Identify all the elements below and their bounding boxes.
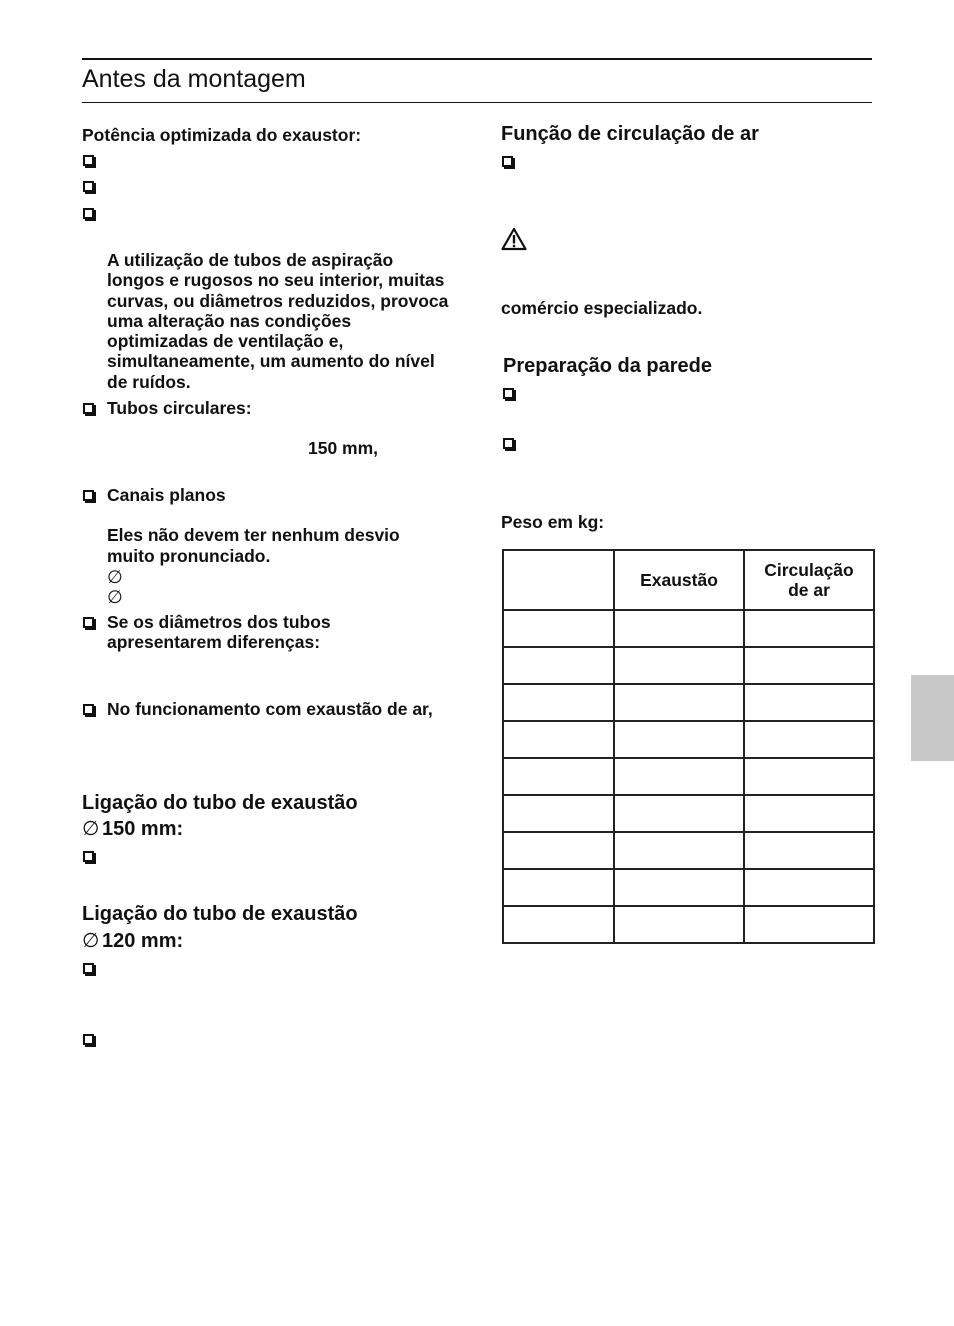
table-cell xyxy=(614,906,744,943)
ligacao-150-heading-line2: 150 mm: xyxy=(102,818,184,840)
table-header-cell: Exaustão xyxy=(614,550,744,610)
language-tab xyxy=(911,675,954,761)
table-row xyxy=(503,906,874,943)
table-cell xyxy=(614,721,744,758)
diameter-150-text: 150 mm, xyxy=(308,438,379,458)
table-cell xyxy=(614,795,744,832)
peso-label: Peso em kg: xyxy=(501,512,605,532)
table-cell xyxy=(503,721,614,758)
checkbox-icon xyxy=(83,181,94,192)
checkbox-icon xyxy=(83,403,94,414)
checkbox-icon xyxy=(83,851,94,862)
table-cell xyxy=(744,647,874,684)
diameter-symbol: ∅ xyxy=(82,818,100,840)
table-row xyxy=(503,869,874,906)
table-cell xyxy=(614,610,744,647)
table-cell xyxy=(744,906,874,943)
diameter-symbol: ∅ xyxy=(82,930,100,952)
table-cell xyxy=(503,610,614,647)
diameter-symbol: ∅ xyxy=(107,587,123,607)
funcao-heading: Função de circulação de ar xyxy=(501,123,759,145)
table-cell xyxy=(614,684,744,721)
table-cell xyxy=(614,832,744,869)
table-header-cell: Circulação de ar xyxy=(744,550,874,610)
table-cell xyxy=(614,647,744,684)
diametros-item: Se os diâmetros dos tubos apresentarem diferenças: xyxy=(107,612,331,652)
table-cell xyxy=(744,832,874,869)
table-cell xyxy=(744,721,874,758)
table-row xyxy=(503,795,874,832)
table-row xyxy=(503,832,874,869)
checkbox-icon xyxy=(83,1034,94,1045)
table-row xyxy=(503,721,874,758)
checkbox-icon xyxy=(83,490,94,501)
page-title: Antes da montagem xyxy=(82,65,306,93)
table-cell xyxy=(744,758,874,795)
checkbox-icon xyxy=(83,155,94,166)
table-header-cell xyxy=(503,550,614,610)
table-row xyxy=(503,610,874,647)
ligacao-120-heading-line2: 120 mm: xyxy=(102,930,184,952)
table-row xyxy=(503,647,874,684)
tubos-circulares-label: Tubos circulares: xyxy=(107,398,252,418)
table-cell xyxy=(503,906,614,943)
diameter-symbol: ∅ xyxy=(107,567,123,587)
table-cell xyxy=(614,869,744,906)
checkbox-icon xyxy=(83,617,94,628)
potencia-paragraph: A utilização de tubos de aspiração longos e rugosos no seu interior, muitas curvas, ou diâmetros reduzidos, provoca uma alteração nas condições optimizadas de ventilação e, simultaneamente, um aumento do nível de ruídos. xyxy=(107,250,449,392)
funcionamento-item: No funcionamento com exaustão de ar, xyxy=(107,699,433,719)
table-cell xyxy=(503,832,614,869)
table-row xyxy=(503,758,874,795)
table-cell xyxy=(614,758,744,795)
checkbox-icon xyxy=(83,704,94,715)
checkbox-icon xyxy=(83,208,94,219)
table-cell xyxy=(503,758,614,795)
table-cell xyxy=(744,869,874,906)
top-rule xyxy=(82,58,872,60)
checkbox-icon xyxy=(503,388,514,399)
table-cell xyxy=(503,684,614,721)
table-cell xyxy=(744,795,874,832)
warning-triangle-icon xyxy=(501,227,527,251)
potencia-label: Potência optimizada do exaustor: xyxy=(82,125,362,145)
comercio-text: comércio especializado. xyxy=(501,298,703,318)
parede-heading: Preparação da parede xyxy=(503,355,712,377)
table-cell xyxy=(503,869,614,906)
checkbox-icon xyxy=(83,963,94,974)
table-cell xyxy=(744,610,874,647)
checkbox-icon xyxy=(503,438,514,449)
table-cell xyxy=(744,684,874,721)
table-header-row xyxy=(503,550,874,610)
weight-table xyxy=(502,549,875,944)
canais-paragraph: Eles não devem ter nenhum desvio muito pronunciado. xyxy=(107,525,400,566)
table-cell xyxy=(503,795,614,832)
title-underline xyxy=(82,102,872,103)
table-cell xyxy=(503,647,614,684)
ligacao-150-heading-line1: Ligação do tubo de exaustão xyxy=(82,792,358,814)
table-row xyxy=(503,684,874,721)
canais-planos-label: Canais planos xyxy=(107,485,226,505)
ligacao-120-heading-line1: Ligação do tubo de exaustão xyxy=(82,903,358,925)
checkbox-icon xyxy=(502,156,513,167)
